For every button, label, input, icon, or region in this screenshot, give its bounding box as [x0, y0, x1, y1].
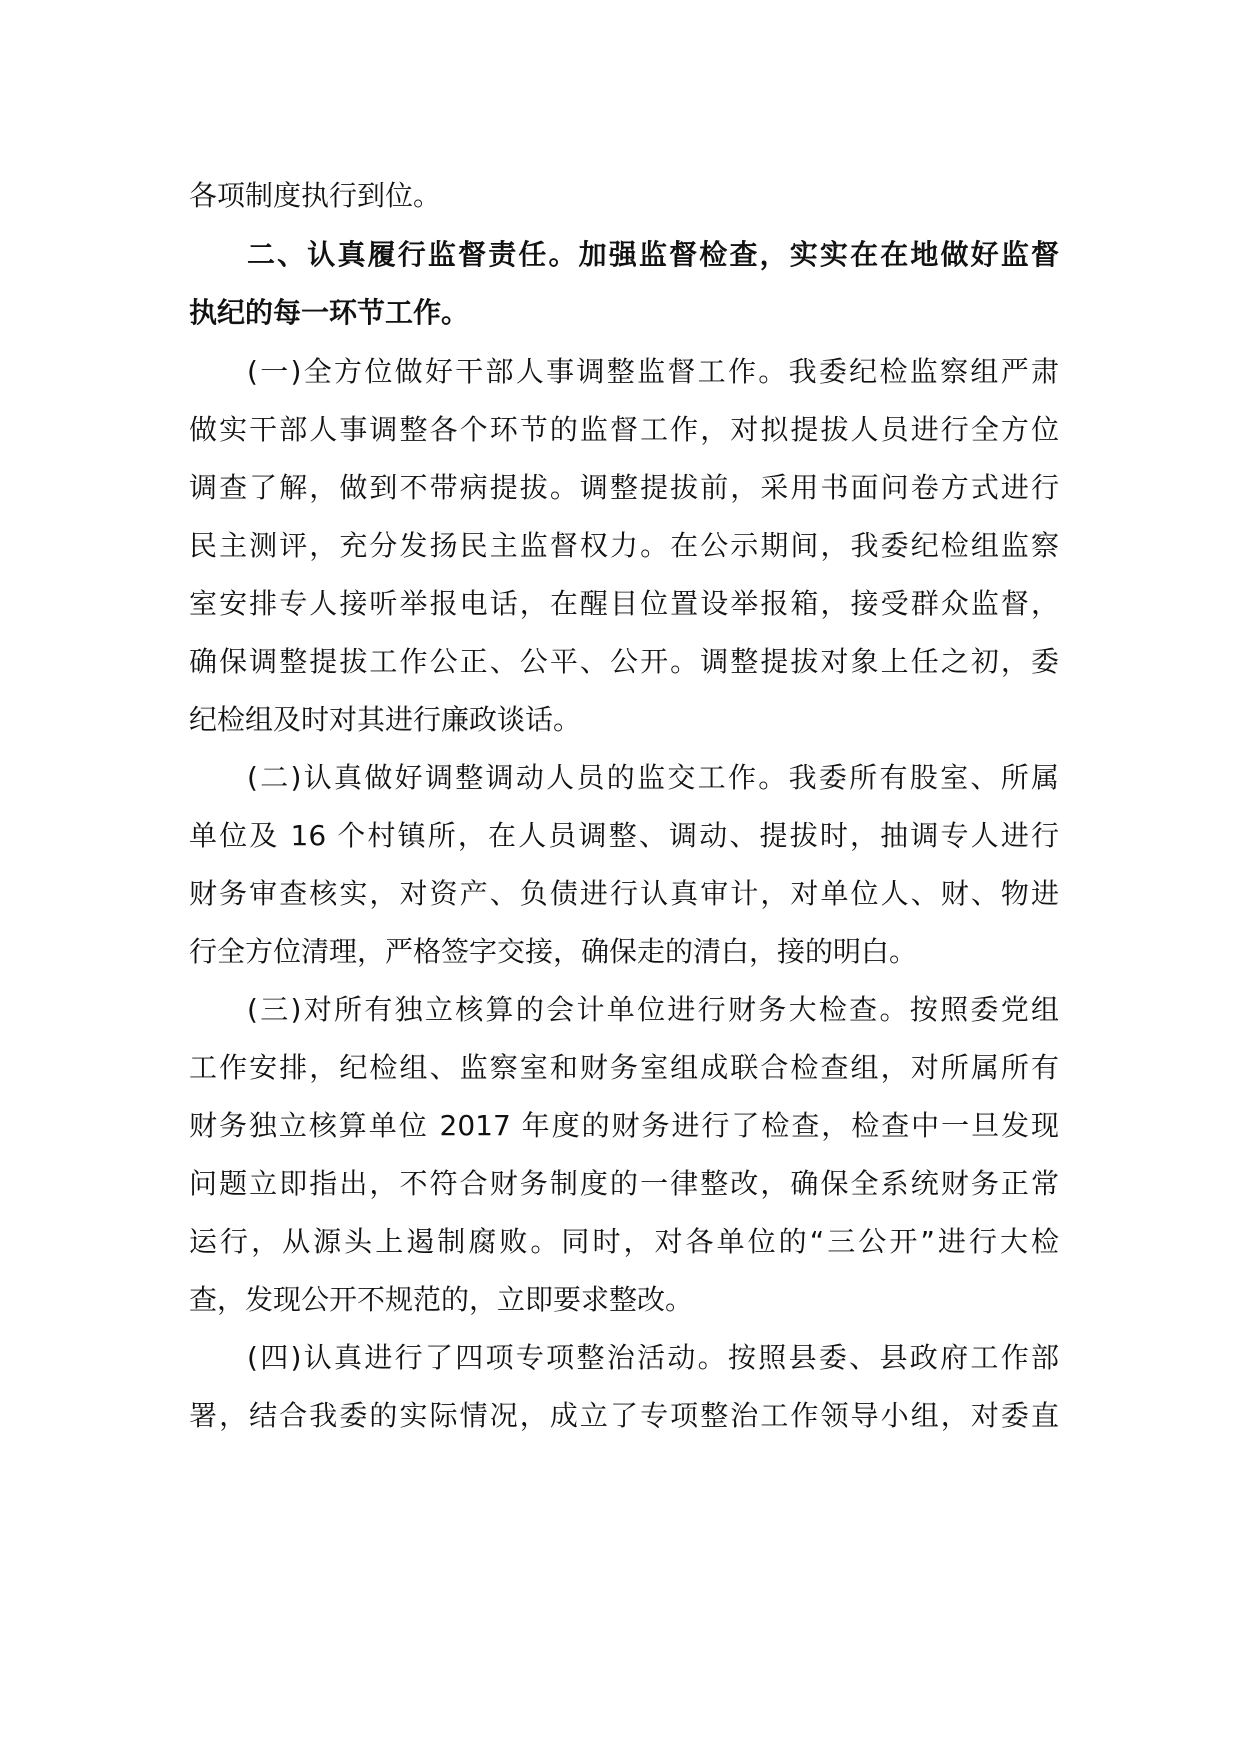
paragraph-line: 纪检组及时对其进行廉政谈话。	[189, 703, 582, 736]
paragraph-line: (三)对所有独立核算的会计单位进行财务大检查。按照委党组	[247, 993, 1059, 1026]
paragraph-line: 做实干部人事调整各个环节的监督工作，对拟提拔人员进行全方位	[189, 413, 1059, 446]
paragraph-line: 问题立即指出，不符合财务制度的一律整改，确保全系统财务正常	[189, 1167, 1059, 1200]
paragraph-line: 各项制度执行到位。	[189, 179, 442, 212]
paragraph-line: 工作安排，纪检组、监察室和财务室组成联合检查组，对所属所有	[189, 1051, 1059, 1084]
paragraph-line: 民主测评，充分发扬民主监督权力。在公示期间，我委纪检组监察	[189, 529, 1059, 562]
paragraph-line: 财务独立核算单位 2017 年度的财务进行了检查，检查中一旦发现	[189, 1109, 1059, 1142]
paragraph-line: (四)认真进行了四项专项整治活动。按照县委、县政府工作部	[247, 1341, 1059, 1374]
paragraph-line: (一)全方位做好干部人事调整监督工作。我委纪检监察组严肃	[247, 355, 1059, 388]
paragraph-line: 运行，从源头上遏制腐败。同时，对各单位的“三公开”进行大检	[189, 1225, 1059, 1258]
section-heading-line: 二、认真履行监督责任。加强监督检查，实实在在地做好监督	[247, 238, 1059, 271]
paragraph-line: 署，结合我委的实际情况，成立了专项整治工作领导小组，对委直	[189, 1399, 1059, 1432]
paragraph-line: 行全方位清理，严格签字交接，确保走的清白，接的明白。	[189, 935, 918, 968]
paragraph-line: 调查了解，做到不带病提拔。调整提拔前，采用书面问卷方式进行	[189, 471, 1059, 504]
paragraph-line: 确保调整提拔工作公正、公平、公开。调整提拔对象上任之初，委	[189, 645, 1059, 678]
paragraph-line: 查，发现公开不规范的，立即要求整改。	[189, 1283, 694, 1316]
section-heading-line: 执纪的每一环节工作。	[189, 296, 470, 329]
paragraph-line: (二)认真做好调整调动人员的监交工作。我委所有股室、所属	[247, 761, 1059, 794]
paragraph-line: 室安排专人接听举报电话，在醒目位置设举报箱，接受群众监督，	[189, 587, 1059, 620]
paragraph-line: 单位及 16 个村镇所，在人员调整、调动、提拔时，抽调专人进行	[189, 819, 1059, 852]
paragraph-line: 财务审查核实，对资产、负债进行认真审计，对单位人、财、物进	[189, 877, 1059, 910]
